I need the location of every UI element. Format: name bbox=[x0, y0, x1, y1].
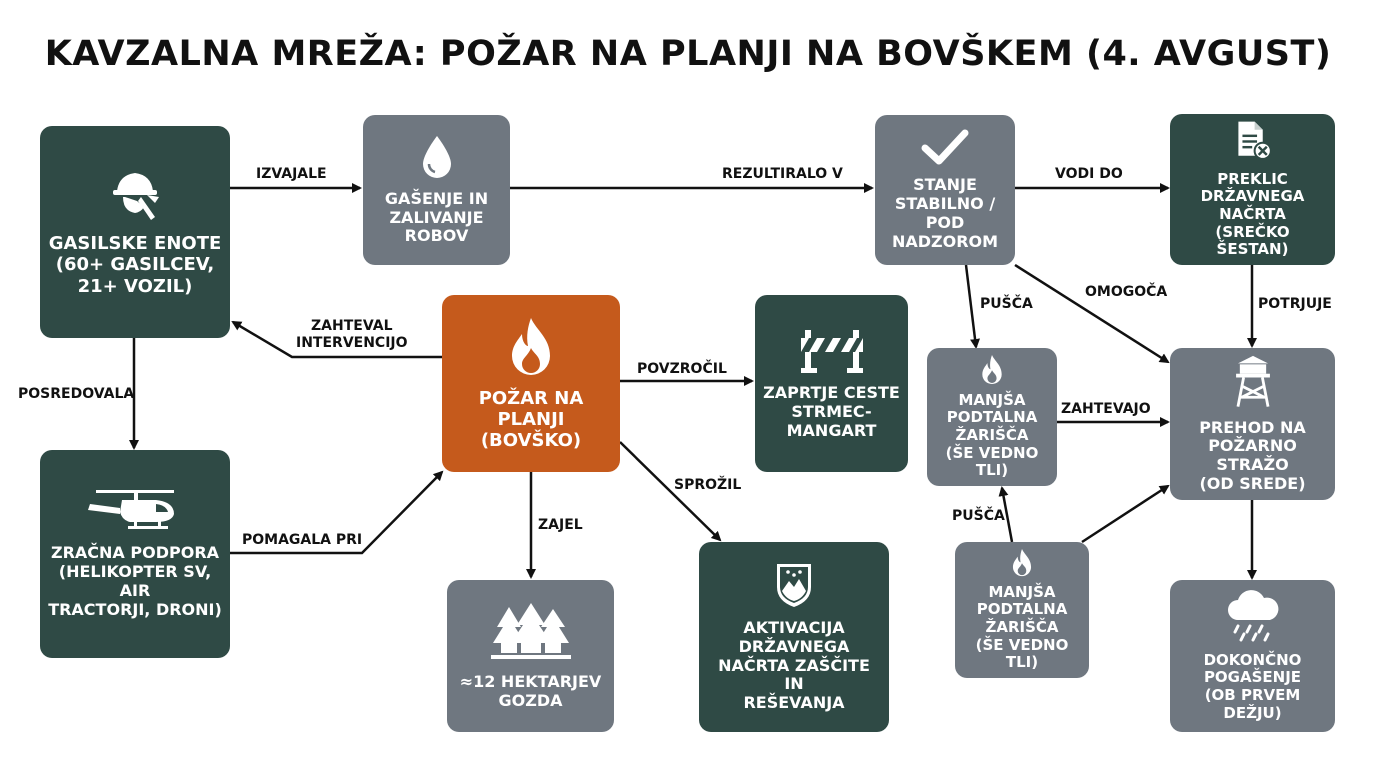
small-fire-icon bbox=[1008, 548, 1036, 578]
edge-zarisca2-prehod bbox=[1082, 486, 1168, 542]
edge-label-zahteval: ZAHTEVAL INTERVENCIJO bbox=[296, 318, 408, 351]
water-drop-icon bbox=[419, 134, 455, 180]
edge-label-sprozil: SPROŽIL bbox=[674, 477, 742, 493]
node-preklic bbox=[1170, 114, 1335, 265]
node-gasilske-enote bbox=[40, 126, 230, 338]
node-label: MANJŠA PODTALNA ŽARIŠČA (ŠE VEDNO TLI) bbox=[945, 390, 1039, 480]
node-label: ZAPRTJE CESTE STRMEC- MANGART bbox=[763, 383, 900, 440]
road-barrier-icon bbox=[799, 326, 865, 374]
edge-label-potrjuje: POTRJUJE bbox=[1258, 296, 1332, 312]
node-label: GAŠENJE IN ZALIVANJE ROBOV bbox=[384, 188, 489, 246]
node-pozar[interactable] bbox=[442, 295, 620, 472]
small-fire-icon bbox=[978, 354, 1006, 386]
edge-pusca1 bbox=[966, 265, 976, 347]
node-hektarji bbox=[447, 580, 614, 732]
rain-cloud-icon bbox=[1224, 590, 1282, 642]
diagram-title: KAVZALNA MREŽA: POŽAR NA PLANJI NA BOVŠKEM (4. AVGUST) bbox=[44, 34, 1332, 74]
edge-label-izvajale: IZVAJALE bbox=[256, 166, 327, 182]
edge-label-omogoca: OMOGOČA bbox=[1085, 284, 1168, 300]
node-gasenje bbox=[363, 115, 510, 265]
node-label: ≈12 HEKTARJEV GOZDA bbox=[459, 672, 602, 710]
edge-label-rezultiralo: REZULTIRALO V bbox=[722, 166, 843, 182]
forest-icon bbox=[489, 601, 573, 663]
node-zaprtje bbox=[755, 295, 908, 472]
node-label: PREHOD NA POŽARNO STRAŽO (OD SREDE) bbox=[1199, 417, 1306, 494]
node-label: DOKONČNO POGAŠENJE (OB PRVEM DEŽJU) bbox=[1203, 650, 1302, 722]
fire-icon bbox=[504, 316, 558, 378]
node-label: GASILSKE ENOTE (60+ GASILCEV, 21+ VOZIL) bbox=[48, 233, 222, 297]
node-zarisca-1 bbox=[927, 348, 1057, 486]
edge-label-posredovala: POSREDOVALA bbox=[18, 386, 135, 402]
edge-label-zajel: ZAJEL bbox=[538, 517, 583, 533]
coat-of-arms-icon bbox=[774, 561, 814, 609]
edge-label-povzrocil: POVZROČIL bbox=[637, 361, 727, 377]
edge-label-pomagala: POMAGALA PRI bbox=[242, 532, 363, 548]
node-label: STANJE STABILNO / POD NADZOROM bbox=[891, 175, 999, 251]
node-prehod bbox=[1170, 348, 1335, 500]
edge-label-zahtevajo: ZAHTEVAJO bbox=[1061, 401, 1151, 417]
watchtower-icon bbox=[1231, 354, 1275, 409]
node-label: PREKLIC DRŽAVNEGA NAČRTA (SREČKO ŠESTAN) bbox=[1200, 169, 1305, 259]
node-zracna bbox=[40, 450, 230, 658]
edge-label-pusca2: PUŠČA bbox=[952, 508, 1005, 524]
node-zarisca-2 bbox=[955, 542, 1089, 678]
node-label: ZRAČNA PODPORA (HELIKOPTER SV, AIR TRACTORJI, DRONI) bbox=[48, 543, 222, 619]
node-label: MANJŠA PODTALNA ŽARIŠČA (ŠE VEDNO TLI) bbox=[975, 582, 1069, 672]
node-dokoncno bbox=[1170, 580, 1335, 732]
checkmark-icon bbox=[921, 128, 969, 166]
edge-label-pusca1: PUŠČA bbox=[980, 296, 1033, 312]
edge-label-vodi: VODI DO bbox=[1055, 166, 1123, 182]
node-aktivacija bbox=[699, 542, 889, 732]
node-stanje bbox=[875, 115, 1015, 265]
node-label: POŽAR NA PLANJI (BOVŠKO) bbox=[478, 387, 584, 452]
helicopter-icon bbox=[86, 488, 184, 534]
document-cancel-icon bbox=[1229, 120, 1277, 161]
firefighter-icon bbox=[107, 167, 163, 223]
node-label: AKTIVACIJA DRŽAVNEGA NAČRTA ZAŠČITE IN REŠEVANJA bbox=[718, 617, 870, 713]
